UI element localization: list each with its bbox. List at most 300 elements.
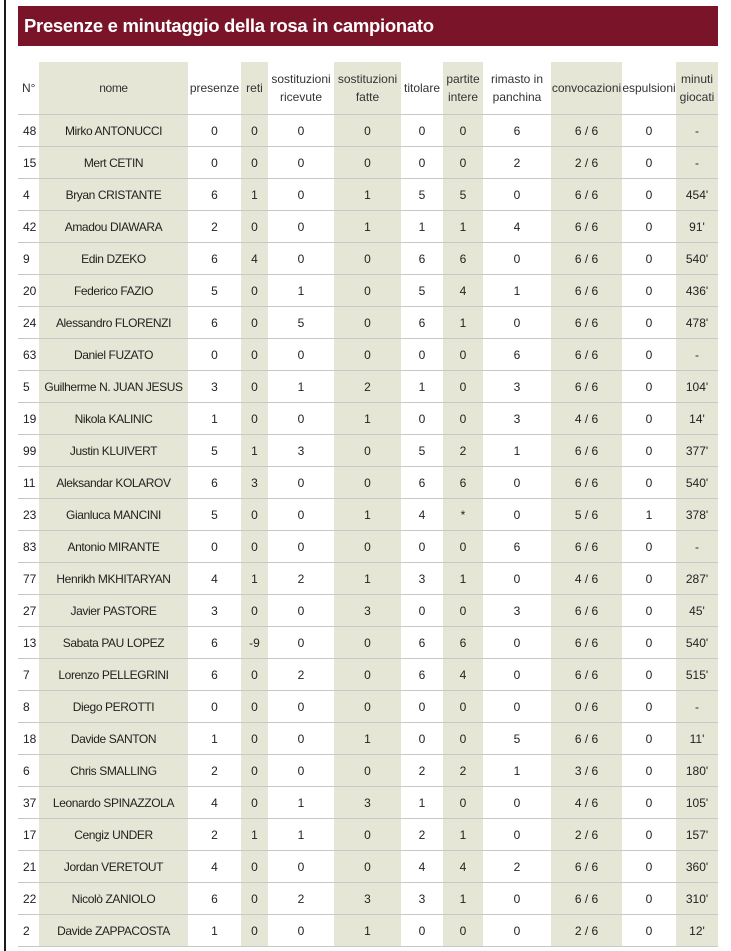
titolare-cell: 0 <box>401 147 443 179</box>
minuti-cell: 11' <box>676 723 718 755</box>
sostituzioni-fatte-cell: 1 <box>334 499 401 531</box>
minuti-cell: 287' <box>676 563 718 595</box>
reti-cell: 0 <box>241 371 268 403</box>
minuti-cell: 12' <box>676 915 718 947</box>
convocazioni-cell: 6 / 6 <box>551 275 622 307</box>
col-header-convocazioni: convocazioni <box>551 62 622 115</box>
table-row <box>18 691 718 723</box>
titolare-cell: 1 <box>401 787 443 819</box>
espulsioni-cell: 0 <box>622 787 676 819</box>
convocazioni-cell: 2 / 6 <box>551 147 622 179</box>
minuti-cell: 104' <box>676 371 718 403</box>
table-row <box>18 787 718 819</box>
panchina-cell: 0 <box>483 691 551 723</box>
minuti-cell: 540' <box>676 627 718 659</box>
table-row <box>18 403 718 435</box>
presenze-cell: 5 <box>188 435 241 467</box>
reti-cell: 1 <box>241 179 268 211</box>
panchina-cell: 6 <box>483 339 551 371</box>
sostituzioni-ricevute-cell: 0 <box>268 339 334 371</box>
col-header-reti: reti <box>241 62 268 115</box>
panchina-cell: 5 <box>483 723 551 755</box>
reti-cell: 0 <box>241 723 268 755</box>
presenze-cell: 3 <box>188 595 241 627</box>
table-row <box>18 275 718 307</box>
minuti-cell: 105' <box>676 787 718 819</box>
espulsioni-cell: 0 <box>622 403 676 435</box>
reti-cell: 0 <box>241 531 268 563</box>
titolare-cell: 0 <box>401 691 443 723</box>
player-name: Javier PASTORE <box>39 595 188 627</box>
sostituzioni-ricevute-cell: 1 <box>268 275 334 307</box>
espulsioni-cell: 0 <box>622 115 676 147</box>
panchina-cell: 0 <box>483 915 551 947</box>
table-row <box>18 659 718 691</box>
convocazioni-cell: 6 / 6 <box>551 723 622 755</box>
player-name: Jordan VERETOUT <box>39 851 188 883</box>
convocazioni-cell: 5 / 6 <box>551 499 622 531</box>
titolare-cell: 2 <box>401 755 443 787</box>
sostituzioni-fatte-cell: 1 <box>334 211 401 243</box>
reti-cell: 1 <box>241 435 268 467</box>
sostituzioni-fatte-cell: 0 <box>334 435 401 467</box>
panchina-cell: 3 <box>483 595 551 627</box>
minuti-cell: - <box>676 147 718 179</box>
sostituzioni-fatte-cell: 0 <box>334 819 401 851</box>
sostituzioni-fatte-cell: 0 <box>334 531 401 563</box>
partite-intere-cell: 0 <box>443 691 483 723</box>
partite-intere-cell: 1 <box>443 883 483 915</box>
presenze-cell: 0 <box>188 147 241 179</box>
player-name: Lorenzo PELLEGRINI <box>39 659 188 691</box>
table-row <box>18 435 718 467</box>
espulsioni-cell: 0 <box>622 659 676 691</box>
titolare-cell: 0 <box>401 915 443 947</box>
minuti-cell: - <box>676 115 718 147</box>
sostituzioni-fatte-cell: 0 <box>334 339 401 371</box>
reti-cell: 0 <box>241 275 268 307</box>
panchina-cell: 0 <box>483 467 551 499</box>
presenze-cell: 6 <box>188 467 241 499</box>
convocazioni-cell: 6 / 6 <box>551 851 622 883</box>
espulsioni-cell: 0 <box>622 627 676 659</box>
partite-intere-cell: 0 <box>443 531 483 563</box>
partite-intere-cell: 4 <box>443 275 483 307</box>
partite-intere-cell: 4 <box>443 851 483 883</box>
sostituzioni-ricevute-cell: 0 <box>268 691 334 723</box>
presenze-cell: 6 <box>188 883 241 915</box>
partite-intere-cell: 0 <box>443 915 483 947</box>
sostituzioni-fatte-cell: 1 <box>334 179 401 211</box>
presenze-cell: 6 <box>188 307 241 339</box>
espulsioni-cell: 0 <box>622 915 676 947</box>
table-row <box>18 147 718 179</box>
player-name: Nikola KALINIC <box>39 403 188 435</box>
player-name: Antonio MIRANTE <box>39 531 188 563</box>
sostituzioni-ricevute-cell: 3 <box>268 435 334 467</box>
convocazioni-cell: 6 / 6 <box>551 659 622 691</box>
player-name: Sabata PAU LOPEZ <box>39 627 188 659</box>
convocazioni-cell: 4 / 6 <box>551 563 622 595</box>
player-number: 24 <box>18 307 39 339</box>
convocazioni-cell: 6 / 6 <box>551 435 622 467</box>
sostituzioni-fatte-cell: 0 <box>334 275 401 307</box>
espulsioni-cell: 0 <box>622 851 676 883</box>
table-row <box>18 211 718 243</box>
espulsioni-cell: 0 <box>622 723 676 755</box>
table-row <box>18 627 718 659</box>
convocazioni-cell: 3 / 6 <box>551 755 622 787</box>
panchina-cell: 0 <box>483 307 551 339</box>
espulsioni-cell: 0 <box>622 275 676 307</box>
sostituzioni-ricevute-cell: 0 <box>268 403 334 435</box>
player-number: 4 <box>18 179 39 211</box>
player-name: Justin KLUIVERT <box>39 435 188 467</box>
partite-intere-cell: 5 <box>443 179 483 211</box>
partite-intere-cell: 2 <box>443 755 483 787</box>
convocazioni-cell: 6 / 6 <box>551 595 622 627</box>
player-name: Chris SMALLING <box>39 755 188 787</box>
convocazioni-cell: 6 / 6 <box>551 339 622 371</box>
sostituzioni-fatte-cell: 0 <box>334 243 401 275</box>
convocazioni-cell: 6 / 6 <box>551 179 622 211</box>
panchina-cell: 3 <box>483 371 551 403</box>
convocazioni-cell: 6 / 6 <box>551 211 622 243</box>
sostituzioni-ricevute-cell: 5 <box>268 307 334 339</box>
sostituzioni-fatte-cell: 0 <box>334 691 401 723</box>
player-name: Davide ZAPPACOSTA <box>39 915 188 947</box>
presenze-cell: 5 <box>188 275 241 307</box>
player-name: Leonardo SPINAZZOLA <box>39 787 188 819</box>
reti-cell: 0 <box>241 915 268 947</box>
reti-cell: 4 <box>241 243 268 275</box>
player-name: Aleksandar KOLAROV <box>39 467 188 499</box>
sostituzioni-fatte-cell: 0 <box>334 147 401 179</box>
table-row <box>18 819 718 851</box>
player-number: 11 <box>18 467 39 499</box>
panchina-cell: 0 <box>483 499 551 531</box>
reti-cell: 1 <box>241 563 268 595</box>
presenze-cell: 4 <box>188 563 241 595</box>
sostituzioni-fatte-cell: 0 <box>334 851 401 883</box>
espulsioni-cell: 0 <box>622 179 676 211</box>
espulsioni-cell: 0 <box>622 371 676 403</box>
sostituzioni-ricevute-cell: 2 <box>268 563 334 595</box>
convocazioni-cell: 2 / 6 <box>551 819 622 851</box>
partite-intere-cell: 0 <box>443 403 483 435</box>
table-row <box>18 915 718 947</box>
partite-intere-cell: 0 <box>443 595 483 627</box>
sostituzioni-fatte-cell: 3 <box>334 595 401 627</box>
minuti-cell: 436' <box>676 275 718 307</box>
reti-cell: 3 <box>241 467 268 499</box>
player-number: 18 <box>18 723 39 755</box>
player-number: 7 <box>18 659 39 691</box>
partite-intere-cell: 0 <box>443 115 483 147</box>
titolare-cell: 4 <box>401 499 443 531</box>
table-row <box>18 339 718 371</box>
reti-cell: 0 <box>241 115 268 147</box>
presenze-cell: 4 <box>188 851 241 883</box>
reti-cell: 0 <box>241 499 268 531</box>
player-number: 15 <box>18 147 39 179</box>
minuti-cell: 310' <box>676 883 718 915</box>
convocazioni-cell: 6 / 6 <box>551 243 622 275</box>
convocazioni-cell: 6 / 6 <box>551 467 622 499</box>
table-row <box>18 755 718 787</box>
sostituzioni-fatte-cell: 0 <box>334 467 401 499</box>
espulsioni-cell: 0 <box>622 883 676 915</box>
player-name: Federico FAZIO <box>39 275 188 307</box>
player-number: 63 <box>18 339 39 371</box>
panchina-cell: 1 <box>483 275 551 307</box>
reti-cell: -9 <box>241 627 268 659</box>
player-number: 2 <box>18 915 39 947</box>
panchina-cell: 4 <box>483 211 551 243</box>
player-name: Daniel FUZATO <box>39 339 188 371</box>
titolare-cell: 0 <box>401 595 443 627</box>
partite-intere-cell: 6 <box>443 243 483 275</box>
presenze-cell: 6 <box>188 659 241 691</box>
panchina-cell: 1 <box>483 755 551 787</box>
espulsioni-cell: 0 <box>622 595 676 627</box>
reti-cell: 1 <box>241 819 268 851</box>
reti-cell: 0 <box>241 403 268 435</box>
sostituzioni-ricevute-cell: 0 <box>268 531 334 563</box>
minuti-cell: 45' <box>676 595 718 627</box>
table-row <box>18 531 718 563</box>
titolare-cell: 6 <box>401 307 443 339</box>
reti-cell: 0 <box>241 755 268 787</box>
partite-intere-cell: 6 <box>443 467 483 499</box>
espulsioni-cell: 0 <box>622 531 676 563</box>
player-name: Edin DZEKO <box>39 243 188 275</box>
minuti-cell: 378' <box>676 499 718 531</box>
sostituzioni-ricevute-cell: 0 <box>268 915 334 947</box>
presenze-cell: 6 <box>188 627 241 659</box>
panchina-cell: 0 <box>483 787 551 819</box>
reti-cell: 0 <box>241 339 268 371</box>
col-header-rimasto-in-panchina: rimasto in panchina <box>490 72 543 104</box>
titolare-cell: 2 <box>401 819 443 851</box>
table-row <box>18 595 718 627</box>
partite-intere-cell: 4 <box>443 659 483 691</box>
minuti-cell: 478' <box>676 307 718 339</box>
player-name: Henrikh MKHITARYAN <box>39 563 188 595</box>
partite-intere-cell: 0 <box>443 787 483 819</box>
presenze-cell: 2 <box>188 755 241 787</box>
player-number: 5 <box>18 371 39 403</box>
convocazioni-cell: 6 / 6 <box>551 627 622 659</box>
panchina-cell: 0 <box>483 883 551 915</box>
espulsioni-cell: 0 <box>622 563 676 595</box>
titolare-cell: 5 <box>401 275 443 307</box>
presenze-cell: 1 <box>188 915 241 947</box>
presenze-cell: 6 <box>188 179 241 211</box>
table-row <box>18 179 718 211</box>
espulsioni-cell: 0 <box>622 691 676 723</box>
titolare-cell: 3 <box>401 883 443 915</box>
player-number: 17 <box>18 819 39 851</box>
player-name: Diego PEROTTI <box>39 691 188 723</box>
convocazioni-cell: 6 / 6 <box>551 307 622 339</box>
minuti-cell: 360' <box>676 851 718 883</box>
partite-intere-cell: 1 <box>443 819 483 851</box>
player-number: 99 <box>18 435 39 467</box>
sostituzioni-ricevute-cell: 0 <box>268 595 334 627</box>
minuti-cell: 157' <box>676 819 718 851</box>
presenze-cell: 3 <box>188 371 241 403</box>
panchina-cell: 3 <box>483 403 551 435</box>
player-number: 22 <box>18 883 39 915</box>
reti-cell: 0 <box>241 211 268 243</box>
panchina-cell: 0 <box>483 563 551 595</box>
presenze-cell: 6 <box>188 243 241 275</box>
sostituzioni-fatte-cell: 3 <box>334 787 401 819</box>
col-header-sostituzioni-ricevute: sostituzioni ricevute <box>271 72 331 104</box>
titolare-cell: 0 <box>401 531 443 563</box>
player-name: Amadou DIAWARA <box>39 211 188 243</box>
espulsioni-cell: 0 <box>622 147 676 179</box>
partite-intere-cell: 2 <box>443 435 483 467</box>
minuti-cell: 91' <box>676 211 718 243</box>
col-header-espulsioni: espulsioni <box>622 81 676 95</box>
presenze-cell: 1 <box>188 723 241 755</box>
player-number: 77 <box>18 563 39 595</box>
minuti-cell: 540' <box>676 243 718 275</box>
player-number: 6 <box>18 755 39 787</box>
col-header-minuti-giocati: minuti giocati <box>676 62 718 115</box>
player-name: Guilherme N. JUAN JESUS <box>39 371 188 403</box>
col-header-titolare: titolare <box>403 81 441 95</box>
titolare-cell: 5 <box>401 435 443 467</box>
titolare-cell: 6 <box>401 467 443 499</box>
sostituzioni-ricevute-cell: 0 <box>268 627 334 659</box>
reti-cell: 0 <box>241 595 268 627</box>
table-row <box>18 723 718 755</box>
panchina-cell: 0 <box>483 659 551 691</box>
sostituzioni-ricevute-cell: 1 <box>268 371 334 403</box>
partite-intere-cell: 0 <box>443 147 483 179</box>
sostituzioni-fatte-cell: 1 <box>334 723 401 755</box>
player-number: 21 <box>18 851 39 883</box>
reti-cell: 0 <box>241 691 268 723</box>
convocazioni-cell: 6 / 6 <box>551 531 622 563</box>
page-title: Presenze e minutaggio della rosa in campionato <box>24 15 434 36</box>
player-name: Nicolò ZANIOLO <box>39 883 188 915</box>
partite-intere-cell: 0 <box>443 339 483 371</box>
col-header-nome: nome <box>39 62 188 115</box>
player-number: 83 <box>18 531 39 563</box>
table-header-row <box>18 62 718 115</box>
table-row <box>18 371 718 403</box>
player-number: 23 <box>18 499 39 531</box>
player-number: 20 <box>18 275 39 307</box>
panchina-cell: 0 <box>483 243 551 275</box>
player-number: 19 <box>18 403 39 435</box>
sostituzioni-ricevute-cell: 0 <box>268 147 334 179</box>
convocazioni-cell: 6 / 6 <box>551 371 622 403</box>
minuti-cell: 180' <box>676 755 718 787</box>
left-border-rule <box>4 0 6 951</box>
panchina-cell: 6 <box>483 115 551 147</box>
reti-cell: 0 <box>241 659 268 691</box>
col-header-presenze: presenze <box>189 81 240 95</box>
sostituzioni-ricevute-cell: 0 <box>268 467 334 499</box>
presenze-cell: 1 <box>188 403 241 435</box>
sostituzioni-ricevute-cell: 0 <box>268 851 334 883</box>
reti-cell: 0 <box>241 307 268 339</box>
player-name: Bryan CRISTANTE <box>39 179 188 211</box>
panchina-cell: 6 <box>483 531 551 563</box>
player-number: 9 <box>18 243 39 275</box>
espulsioni-cell: 0 <box>622 755 676 787</box>
titolare-cell: 1 <box>401 211 443 243</box>
reti-cell: 0 <box>241 883 268 915</box>
player-number: 48 <box>18 115 39 147</box>
partite-intere-cell: 1 <box>443 307 483 339</box>
titolare-cell: 6 <box>401 659 443 691</box>
table-row <box>18 851 718 883</box>
presenze-cell: 4 <box>188 787 241 819</box>
titolare-cell: 0 <box>401 339 443 371</box>
sostituzioni-ricevute-cell: 1 <box>268 787 334 819</box>
table-row <box>18 499 718 531</box>
minuti-cell: 515' <box>676 659 718 691</box>
minuti-cell: 540' <box>676 467 718 499</box>
minuti-cell: 377' <box>676 435 718 467</box>
sostituzioni-ricevute-cell: 0 <box>268 179 334 211</box>
partite-intere-cell: 0 <box>443 723 483 755</box>
panchina-cell: 2 <box>483 147 551 179</box>
convocazioni-cell: 6 / 6 <box>551 883 622 915</box>
minuti-cell: 454' <box>676 179 718 211</box>
title-bar <box>18 6 718 46</box>
presenze-cell: 0 <box>188 691 241 723</box>
titolare-cell: 5 <box>401 179 443 211</box>
player-name: Mert CETIN <box>39 147 188 179</box>
sostituzioni-ricevute-cell: 0 <box>268 115 334 147</box>
titolare-cell: 1 <box>401 371 443 403</box>
titolare-cell: 0 <box>401 115 443 147</box>
sostituzioni-ricevute-cell: 2 <box>268 883 334 915</box>
partite-intere-cell: 6 <box>443 627 483 659</box>
presenze-cell: 5 <box>188 499 241 531</box>
minuti-cell: - <box>676 339 718 371</box>
presenze-cell: 0 <box>188 115 241 147</box>
table-row <box>18 307 718 339</box>
sostituzioni-fatte-cell: 0 <box>334 115 401 147</box>
convocazioni-cell: 0 / 6 <box>551 691 622 723</box>
espulsioni-cell: 0 <box>622 819 676 851</box>
sostituzioni-fatte-cell: 0 <box>334 755 401 787</box>
player-name: Cengiz UNDER <box>39 819 188 851</box>
minuti-cell: - <box>676 691 718 723</box>
player-number: 42 <box>18 211 39 243</box>
minuti-cell: - <box>676 531 718 563</box>
titolare-cell: 6 <box>401 243 443 275</box>
convocazioni-cell: 4 / 6 <box>551 403 622 435</box>
reti-cell: 0 <box>241 787 268 819</box>
sostituzioni-fatte-cell: 0 <box>334 307 401 339</box>
sostituzioni-ricevute-cell: 1 <box>268 819 334 851</box>
presenze-cell: 0 <box>188 531 241 563</box>
player-name: Gianluca MANCINI <box>39 499 188 531</box>
partite-intere-cell: 1 <box>443 563 483 595</box>
espulsioni-cell: 0 <box>622 435 676 467</box>
player-number: 13 <box>18 627 39 659</box>
presenze-cell: 0 <box>188 339 241 371</box>
